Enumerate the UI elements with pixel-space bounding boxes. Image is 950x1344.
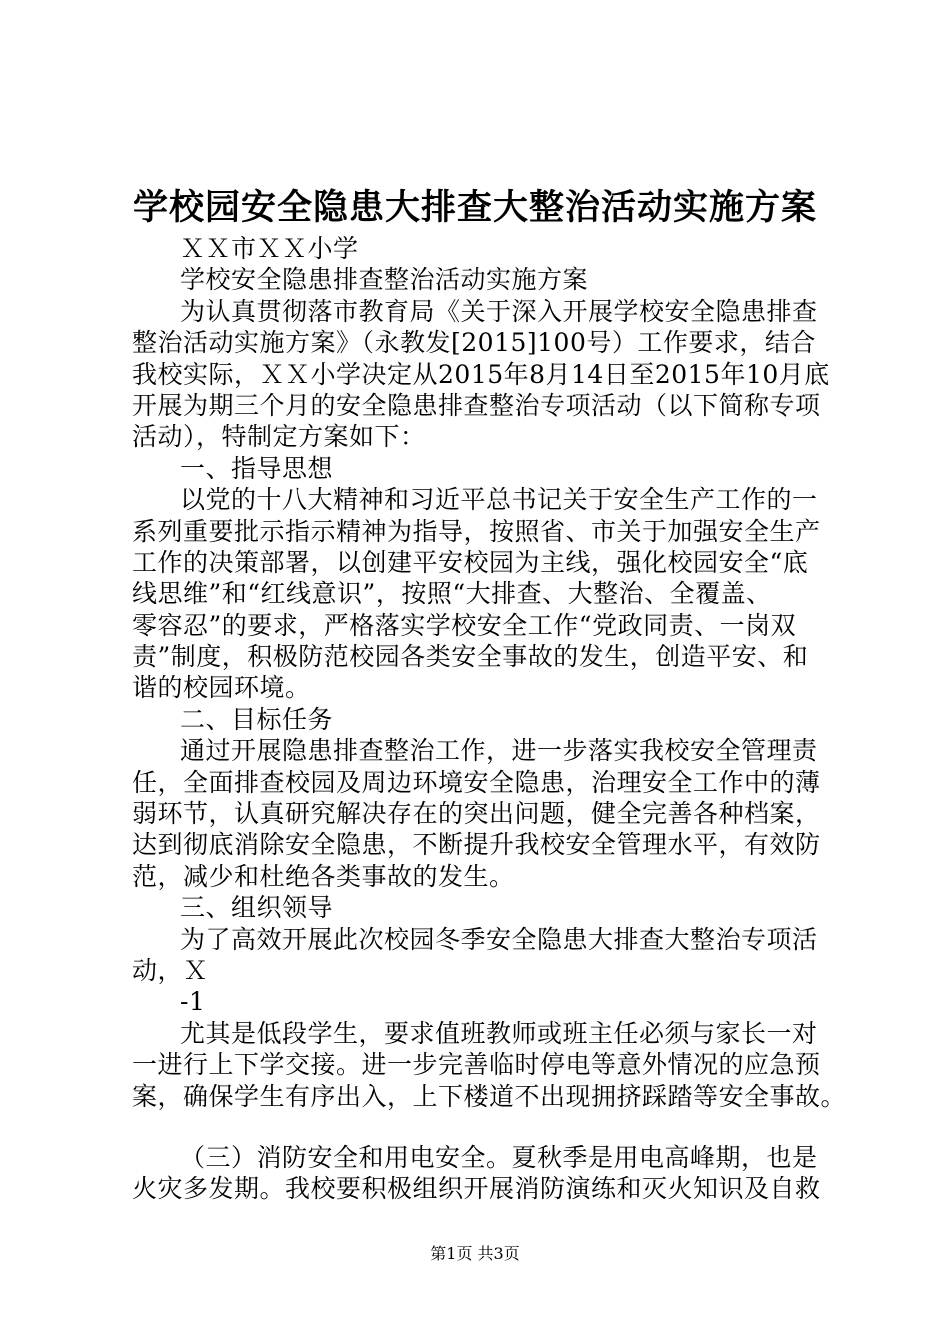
text-line: ＸＸ市ＸＸ小学 — [180, 234, 359, 263]
text-line: 谐的校园环境。 — [132, 673, 311, 703]
text-line: 零容忍”的要求，严格落实学校安全工作“党政同责、一岗双 — [132, 610, 797, 640]
text-line: 范，减少和杜绝各类事故的发生。 — [132, 861, 515, 891]
paragraph-gap — [132, 1112, 832, 1142]
text-line: 为了高效开展此次校园冬季安全隐患大排查大整治专项活 — [180, 924, 818, 954]
text-line: 整治活动实施方案》（永教发[2015]100号）工作要求，结合 — [132, 328, 816, 358]
document-title: 学校园安全隐患大排查大整治活动实施方案 — [132, 187, 817, 228]
text-line: 我校实际，ＸＸ小学决定从2015年8月14日至2015年10月底 — [132, 359, 830, 389]
text-line: 一、指导思想 — [180, 453, 334, 483]
text-line: 为认真贯彻落市教育局《关于深入开展学校安全隐患排查 — [180, 296, 818, 326]
text-line: 责”制度，积极防范校园各类安全事故的发生，创造平安、和 — [132, 642, 809, 672]
text-line: 开展为期三个月的安全隐患排查整治专项活动（以下简称专项 — [132, 390, 821, 420]
text-line: 活动），特制定方案如下： — [132, 422, 426, 452]
text-line: 通过开展隐患排查整治工作，进一步落实我校安全管理责 — [180, 736, 818, 766]
text-line: 尤其是低段学生，要求值班教师或班主任必须与家长一对 — [180, 1018, 818, 1048]
text-line: 一进行上下学交接。进一步完善临时停电等意外情况的应急预 — [132, 1050, 821, 1080]
text-line: 三、组织领导 — [180, 893, 334, 923]
text-line: 达到彻底消除安全隐患，不断提升我校安全管理水平，有效防 — [132, 830, 821, 860]
text-line: 火灾多发期。我校要积极组织开展消防演练和灭火知识及自救 — [132, 1174, 821, 1204]
text-line: 二、目标任务 — [180, 704, 334, 734]
text-line: 任，全面排查校园及周边环境安全隐患，治理安全工作中的薄 — [132, 767, 821, 797]
text-line: 学校安全隐患排查整治活动实施方案 — [180, 265, 589, 295]
text-line: 工作的决策部署，以创建平安校园为主线，强化校园安全“底 — [132, 547, 809, 577]
text-line: 以党的十八大精神和习近平总书记关于安全生产工作的一 — [180, 485, 818, 515]
text-line: （三）消防安全和用电安全。夏秋季是用电高峰期，也是 — [180, 1142, 818, 1172]
document-body — [132, 233, 847, 1205]
text-line: 系列重要批示指示精神为指导，按照省、市关于加强安全生产 — [132, 516, 821, 546]
text-line: 线思维”和“红线意识”，按照“大排查、大整治、全覆盖、 — [132, 579, 772, 609]
text-line: -1 — [180, 987, 206, 1017]
text-line: 案，确保学生有序出入，上下楼道不出现拥挤踩踏等安全事故。 — [132, 1081, 847, 1111]
text-line: 动，Ｘ — [132, 955, 209, 985]
page-footer: 第1页 共3页 — [430, 1244, 520, 1263]
text-line: 弱环节，认真研究解决存在的突出问题，健全完善各种档案， — [132, 799, 821, 829]
